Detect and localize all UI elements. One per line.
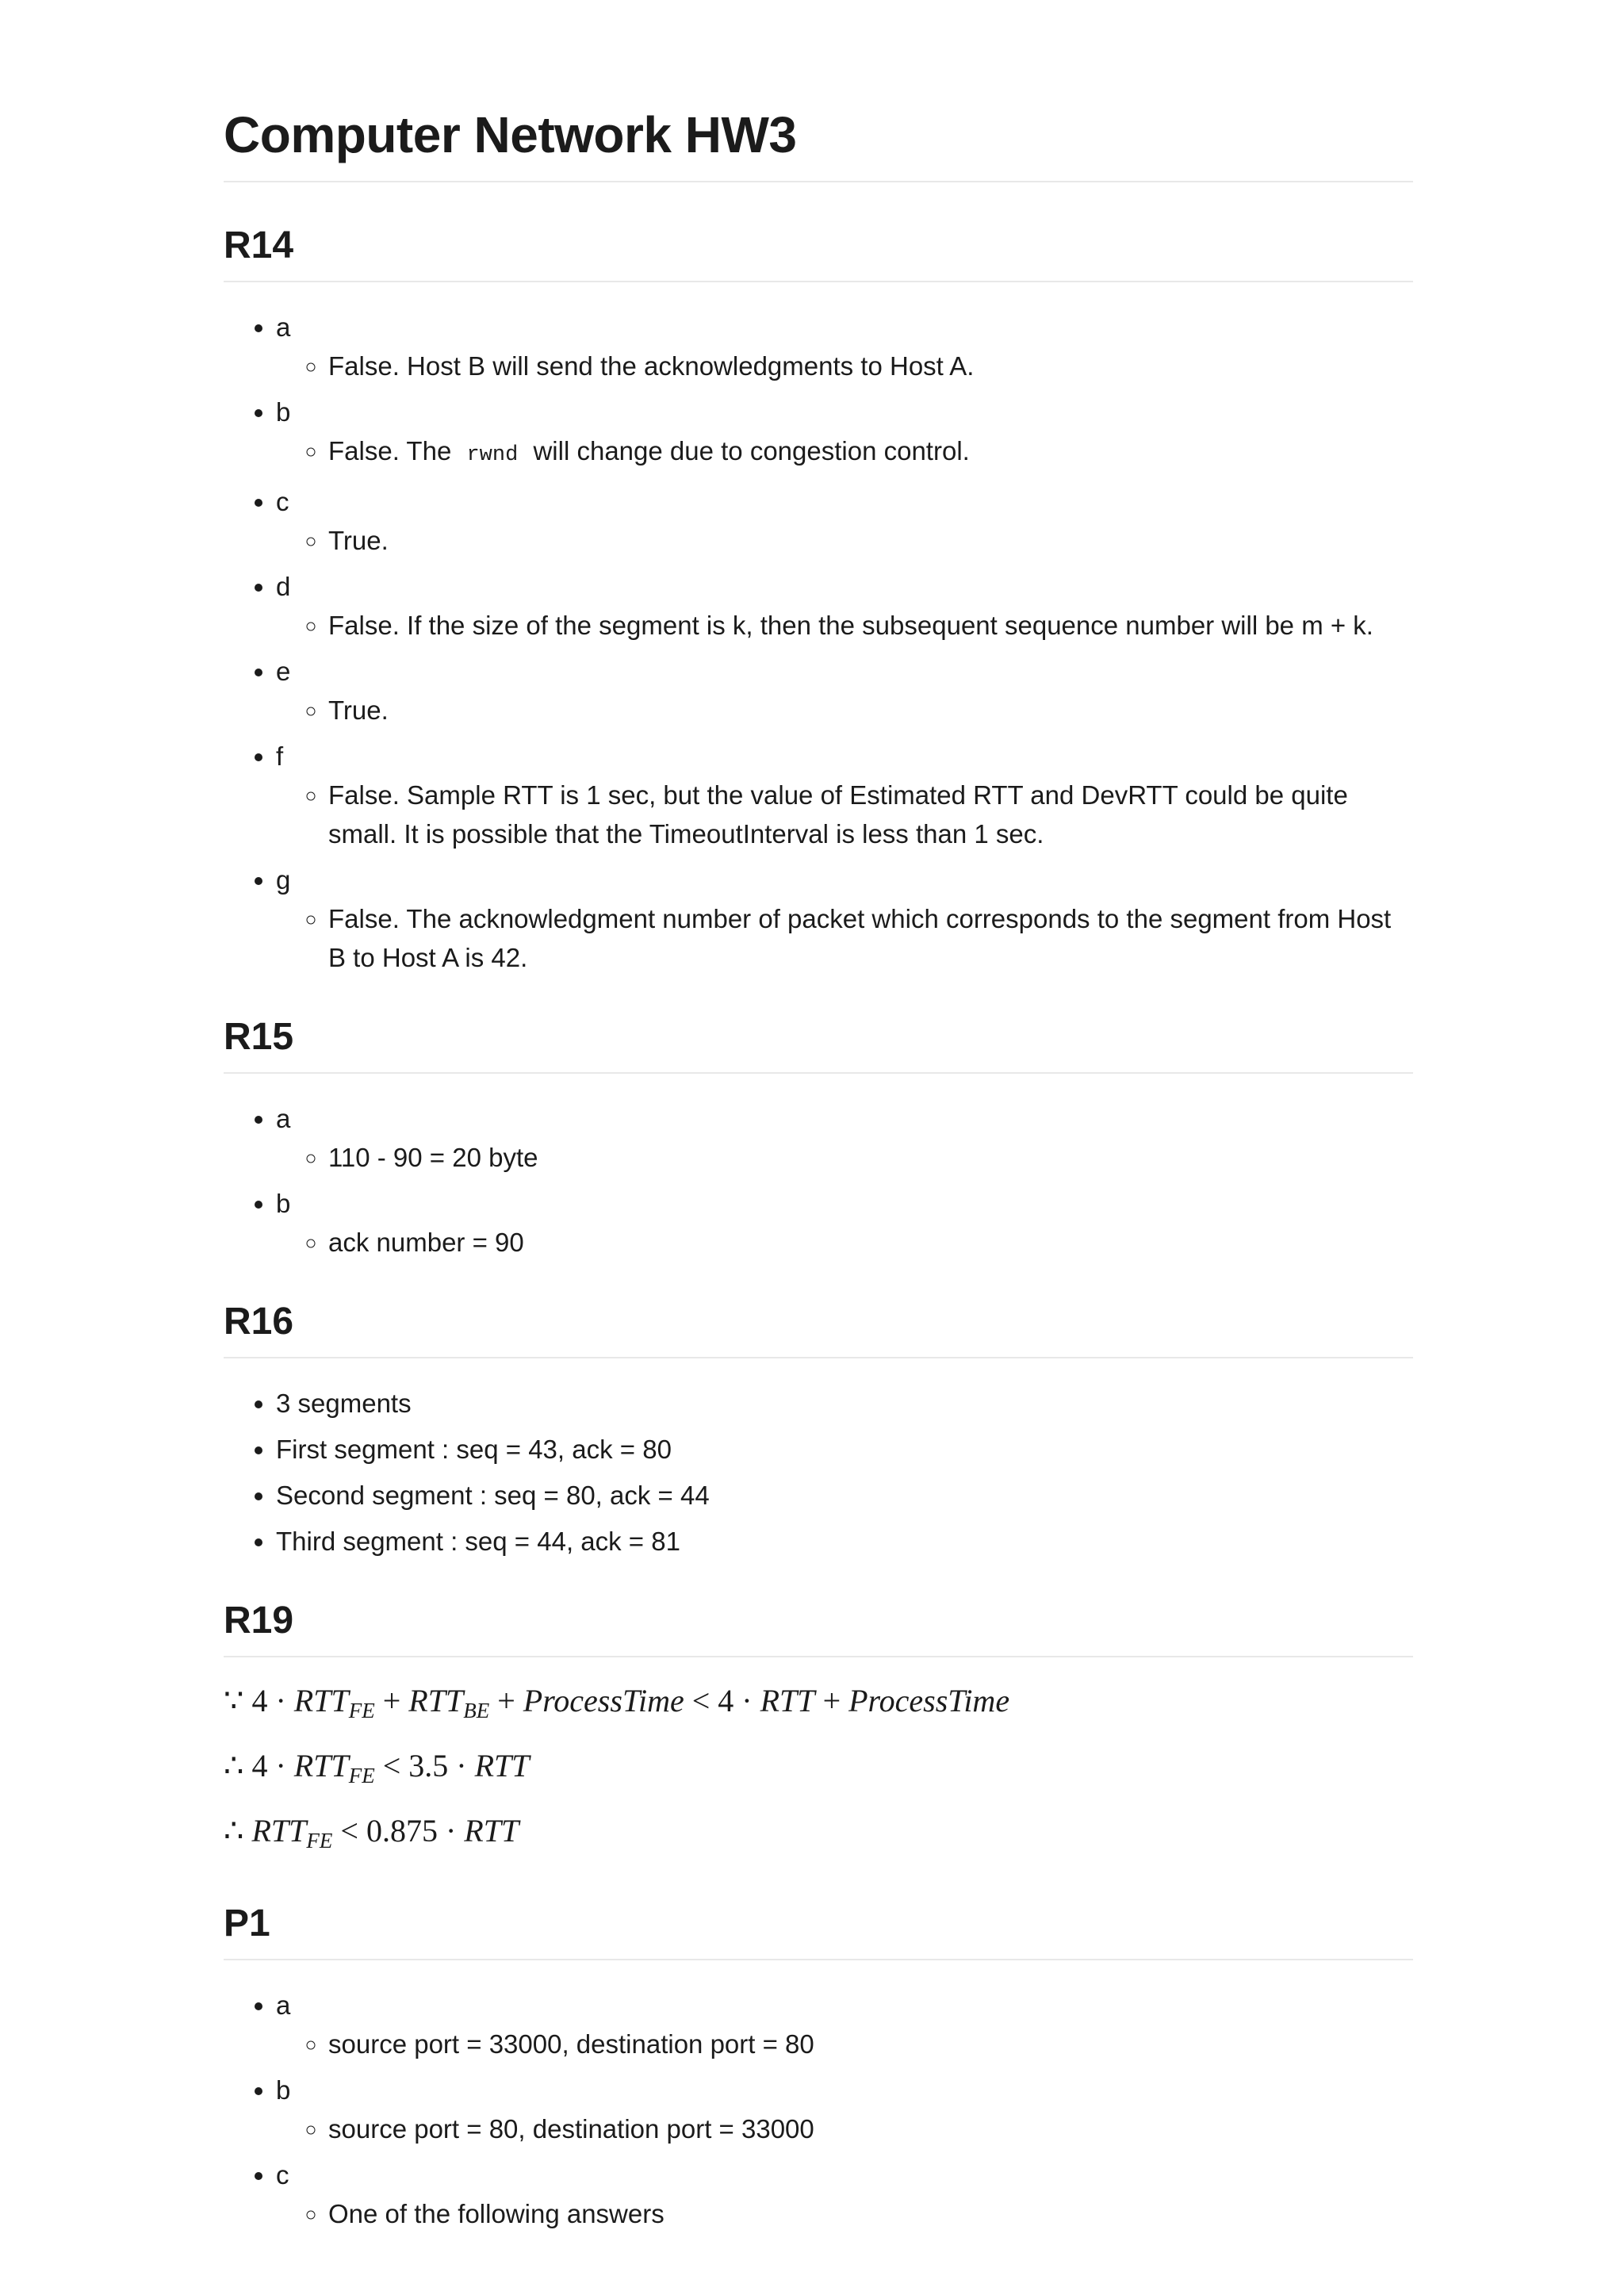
list-item: ◦ True.: [328, 521, 1413, 560]
equation-3: ∴ $RTT_{FE} < 0.875$ · RTT: [224, 1813, 519, 1852]
section-heading-r19: R19: [224, 1602, 1413, 1657]
list-item: ◦ True.: [328, 691, 1413, 730]
list-item: • Second segment : seq = 80, ack = 44: [276, 1476, 1413, 1515]
list-item: ◦ source port = 80, destination port = 33000: [328, 2109, 1413, 2148]
list-item: • e ◦ True.: [276, 652, 1413, 730]
list-item: ◦ False. The acknowledgment number of packet which corresponds to the segment from Host B to Host A is 42.: [328, 899, 1413, 977]
section-p1: [224, 1902, 1413, 2233]
document-page: [224, 0, 1413, 2240]
list-item: • c ◦ One of the following answers: [276, 2155, 1413, 2233]
list-item: • b ◦ source port = 80, destination port = 33000: [276, 2071, 1413, 2148]
page-title: Computer Network HW3: [224, 109, 1413, 182]
list-item: • f ◦ False. Sample RTT is 1 sec, but the value of Estimated RTT and DevRTT could be quite small. It is possible that the TimeoutInterval is less than 1 sec.: [276, 737, 1413, 853]
list-item: • a ◦ 110 - 90 = 20 byte: [276, 1099, 1413, 1177]
list-item: • 3 segments: [276, 1384, 1413, 1423]
list-item: ◦ ack number = 90: [328, 1223, 1413, 1262]
section-heading-r15: R15: [224, 1018, 1413, 1074]
section-heading-r16: R16: [224, 1303, 1413, 1358]
list-item: ◦ One of the following answers: [328, 2194, 1413, 2233]
list-item: • a ◦ source port = 33000, destination port = 80: [276, 1986, 1413, 2063]
list-item: ◦ False. Host B will send the acknowledgments to Host A.: [328, 347, 1413, 385]
r16-list: [224, 1384, 1413, 1561]
list-item: • b ◦ ack number = 90: [276, 1184, 1413, 1262]
list-item: • a ◦ False. Host B will send the acknowledgments to Host A.: [276, 308, 1413, 385]
section-r19: [224, 1602, 1413, 1864]
list-item: • Third segment : seq = 44, ack = 81: [276, 1522, 1413, 1561]
section-heading-r14: R14: [224, 227, 1413, 282]
section-r15: [224, 1018, 1413, 1262]
list-item: • c ◦ True.: [276, 482, 1413, 560]
list-item: ◦ 110 - 90 = 20 byte: [328, 1138, 1413, 1177]
section-heading-p1: P1: [224, 1905, 1413, 1960]
list-item: • b ◦ False. The rwnd will change due to congestion control.: [276, 393, 1413, 475]
section-r16: [224, 1303, 1413, 1561]
list-item: • d ◦ False. If the size of the segment is k, then the subsequent sequence number will be m + k.: [276, 567, 1413, 645]
list-item: • g ◦ False. The acknowledgment number of packet which corresponds to the segment from Host B to Host A is 42.: [276, 860, 1413, 977]
equation-1: ∵ $4 \cdot RTT_{FE} + RTT_{BE}$ + ProcessTime < 4 · RTT + ProcessTime: [224, 1683, 1010, 1722]
equation-2: ∴ $4 \cdot RTT_{FE} < 3.5$ · RTT: [224, 1748, 530, 1787]
list-item: • First segment : seq = 43, ack = 80: [276, 1430, 1413, 1469]
inline-code: rwnd: [466, 443, 519, 467]
p1-list: [224, 1986, 1413, 2233]
r14-list: [224, 308, 1413, 977]
list-item: ◦ source port = 33000, destination port = 80: [328, 2025, 1413, 2063]
r15-list: [224, 1099, 1413, 1262]
list-item: ◦ False. If the size of the segment is k, then the subsequent sequence number will be m + k.: [328, 606, 1413, 645]
list-item: ◦ False. Sample RTT is 1 sec, but the value of Estimated RTT and DevRTT could be quite small. It is possible that the TimeoutInterval is less than 1 sec.: [328, 776, 1413, 853]
section-r14: [224, 224, 1413, 977]
list-item: ◦ False. The rwnd will change due to congestion control.: [328, 431, 1413, 475]
